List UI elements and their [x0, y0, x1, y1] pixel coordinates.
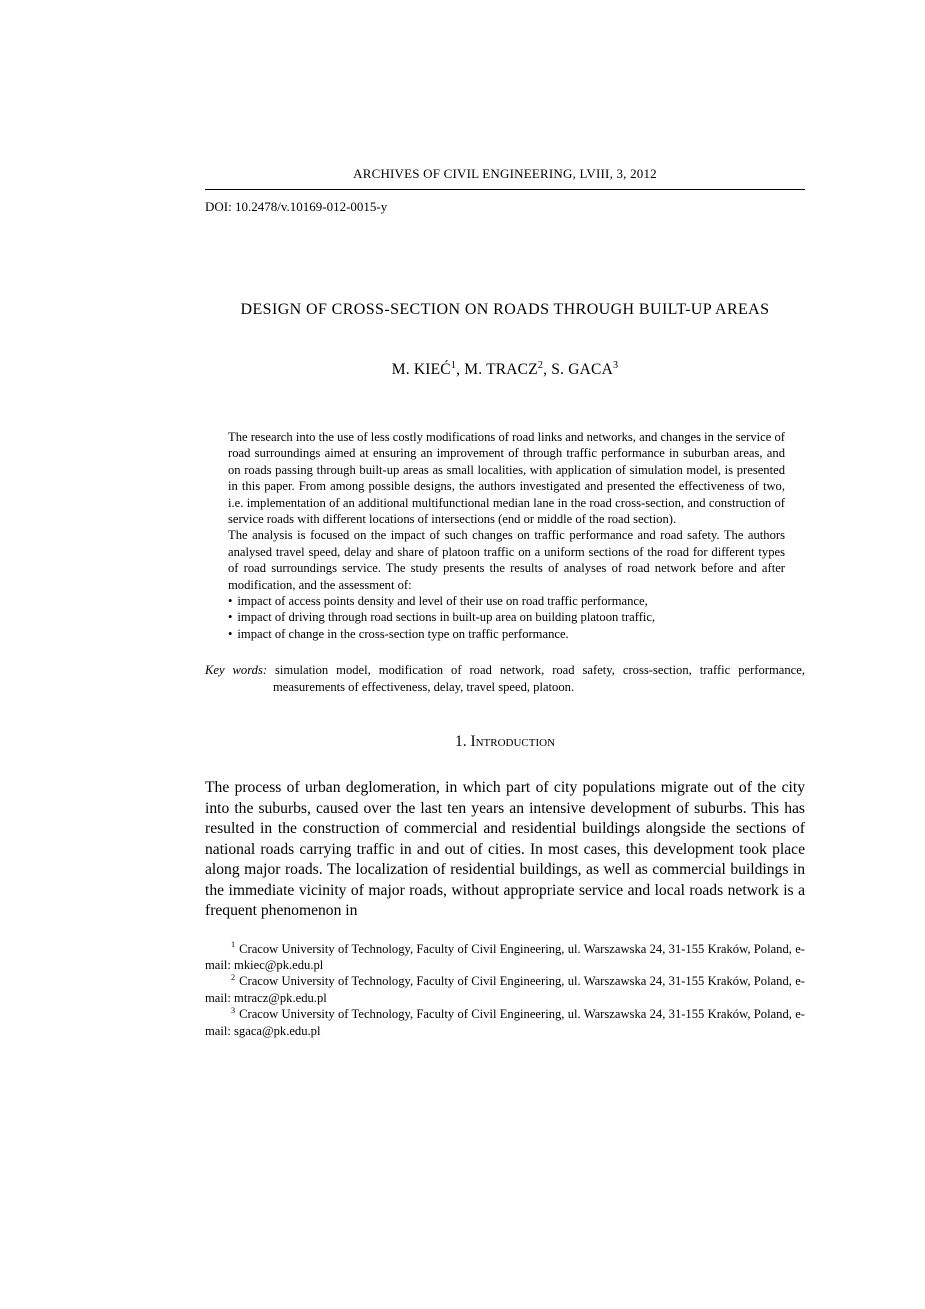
- keywords-block: [205, 662, 805, 695]
- bullet-icon: •: [228, 610, 233, 625]
- section-number: 1.: [454, 733, 467, 751]
- footnote-1-marker: 1: [231, 940, 236, 950]
- abstract-bullet-item: [228, 593, 785, 609]
- abstract-bullet-item: [228, 609, 785, 625]
- author-separator: ,: [456, 361, 465, 378]
- abstract-paragraph-2: The analysis is focused on the impact of such changes on traffic performance and road safety. The authors analysed travel speed, delay and share of platoon traffic on a uniform sections of the road for different types of road surroundings service. The study presents the results of analyses of road network before and after modification, and the assessment of:: [228, 528, 785, 592]
- author-2-footnote-marker: 2: [537, 359, 544, 371]
- paper-title: DESIGN OF CROSS-SECTION ON ROADS THROUGH BUILT-UP AREAS: [240, 301, 770, 318]
- page-content: [205, 0, 805, 1039]
- doi-line: DOI: 10.2478/v.10169-012-0015-y: [205, 199, 388, 214]
- body-paragraph-1: The process of urban deglomeration, in which part of city populations migrate out of the city into the suburbs, caused over the last ten years an intensive development of suburbs. This has resulted in the construction of commercial and residential buildings alongside the sections of national roads carrying traffic in and out of cities. In most cases, this development took place along major roads. The localization of residential buildings, as well as commercial buildings in the immediate vicinity of major roads, without appropriate service and local roads network is a frequent phenomenon in: [205, 779, 805, 920]
- authors-line: [205, 361, 805, 379]
- abstract-bullet-text: impact of change in the cross-section type on traffic performance.: [237, 626, 569, 641]
- author-1-name: M. KIEĆ: [391, 361, 451, 378]
- keywords-label: Key words:: [205, 663, 268, 678]
- abstract-bullet-text: impact of access points density and level of their use on road traffic performance,: [237, 594, 648, 609]
- keywords-text: simulation model, modification of road network, road safety, cross-section, traffic performance, measurements of effectiveness, delay, travel speed, platoon.: [267, 663, 805, 694]
- abstract-paragraph-1: The research into the use of less costly modifications of road links and networks, and changes in the service of road surroundings aimed at ensuring an improvement of through traffic performance in suburban areas, and on roads passing through built-up areas as small localities, with application of simulation model, is presented in this paper. From among possible designs, the authors investigated and presented the effectiveness of two, i.e. implementation of an additional multifunctional median lane in the road cross-section, and construction of service roads with different locations of intersections (end or middle of the road section).: [228, 430, 785, 527]
- footnote-1-text: Cracow University of Technology, Faculty of Civil Engineering, ul. Warszawska 24, 31-155 Kraków, Poland, e-mail: mkiec@pk.edu.pl: [205, 941, 805, 972]
- footnote-2-text: Cracow University of Technology, Faculty of Civil Engineering, ul. Warszawska 24, 31-155 Kraków, Poland, e-mail: mtracz@pk.edu.pl: [205, 974, 805, 1005]
- journal-header: ARCHIVES OF CIVIL ENGINEERING, LVIII, 3, 2012: [353, 166, 657, 181]
- abstract: [228, 429, 785, 642]
- author-3: [551, 361, 618, 378]
- footnote-3-text: Cracow University of Technology, Faculty of Civil Engineering, ul. Warszawska 24, 31-155 Kraków, Poland, e-mail: sgaca@pk.edu.pl: [205, 1007, 805, 1038]
- author-1-footnote-marker: 1: [450, 359, 457, 371]
- abstract-bullet-text: impact of driving through road sections in built-up area on building platoon traffic,: [237, 610, 656, 625]
- footnote-2-marker: 2: [231, 973, 236, 983]
- section-title: Introduction: [470, 733, 556, 751]
- footnote-2: [205, 973, 805, 1006]
- footnote-1: [205, 941, 805, 974]
- author-3-footnote-marker: 3: [613, 359, 619, 371]
- header-rule: [205, 189, 805, 190]
- footnote-3: [205, 1006, 805, 1039]
- author-3-name: S. GACA: [551, 361, 613, 378]
- section-heading: [205, 733, 805, 751]
- bullet-icon: •: [228, 594, 233, 609]
- abstract-bullet-item: [228, 626, 785, 642]
- author-2-name: M. TRACZ: [464, 361, 538, 378]
- bullet-icon: •: [228, 626, 233, 641]
- footnotes: [205, 941, 805, 1039]
- author-2: [464, 361, 551, 378]
- author-1: [392, 361, 464, 378]
- author-separator: ,: [543, 361, 552, 378]
- footnote-3-marker: 3: [231, 1006, 236, 1016]
